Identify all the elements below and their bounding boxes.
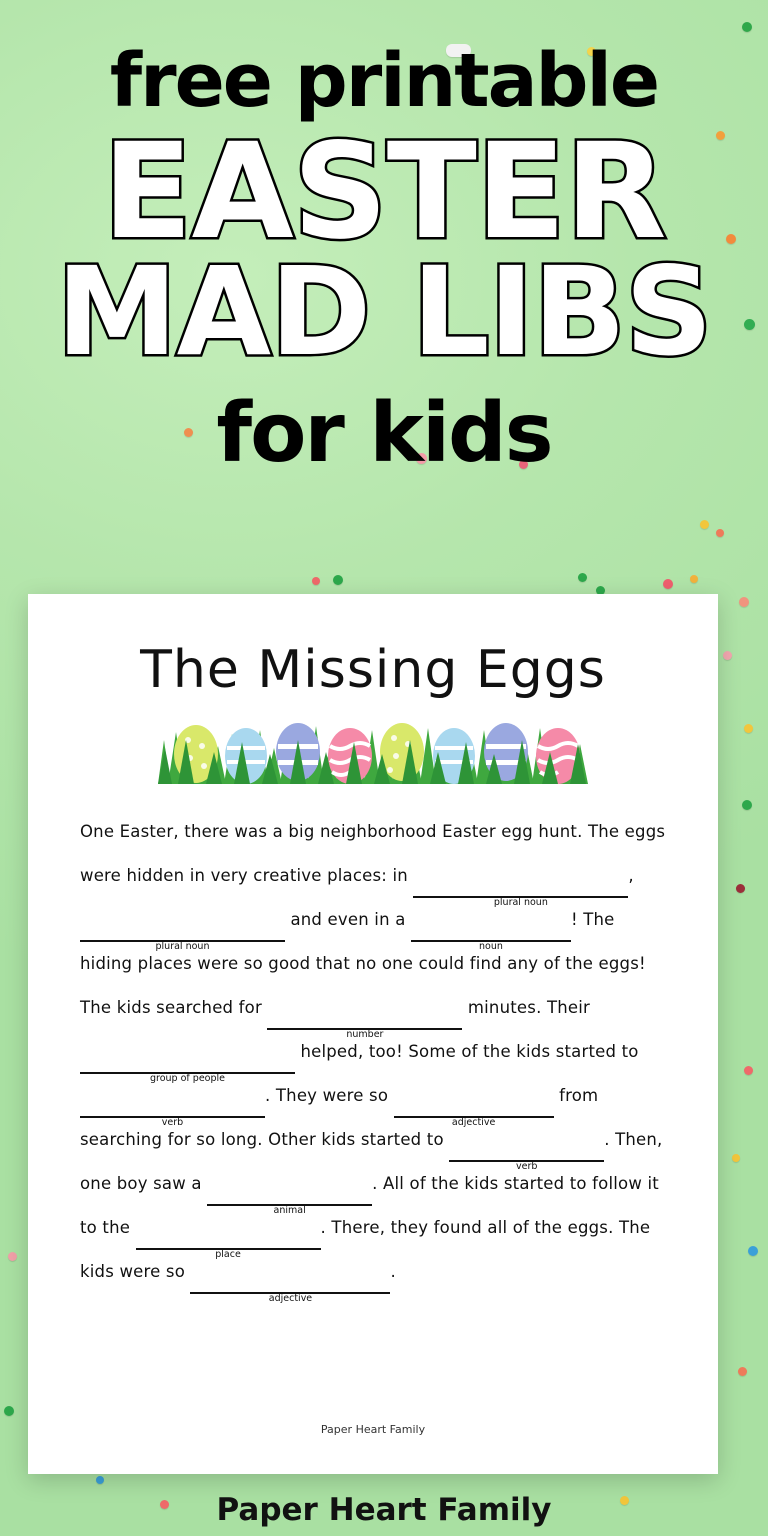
story-text-4: ! The hiding places were so good that no one could find any of the eggs! The kids searched for bbox=[80, 910, 646, 1017]
story-text-3: and even in a bbox=[290, 910, 406, 929]
hint-group-of-people: group of people bbox=[150, 1073, 225, 1084]
confetti-dot bbox=[739, 597, 749, 607]
headline bbox=[0, 38, 768, 481]
confetti-dot bbox=[4, 1406, 14, 1416]
story-text-8: from searching for so long. Other kids started to bbox=[80, 1086, 599, 1149]
hint-plural-noun-1: plural noun bbox=[493, 897, 548, 908]
story-text-5: minutes. Their bbox=[467, 998, 591, 1017]
hint-animal: animal bbox=[273, 1205, 306, 1216]
worksheet-title: The Missing Eggs bbox=[140, 640, 606, 700]
confetti-dot bbox=[700, 520, 709, 529]
story-text-1: One Easter, there was a big neighborhood Easter egg hunt. The eggs were hidden in very creative places: in bbox=[80, 822, 666, 885]
printable-worksheet bbox=[28, 594, 718, 1474]
story-text-10: . All of the kids started to follow it to the bbox=[80, 1174, 659, 1237]
story-text-11: . There, they found all of the eggs. The kids were so bbox=[80, 1218, 651, 1281]
madlibs-story bbox=[80, 810, 666, 1304]
blank-adjective-2[interactable] bbox=[190, 1274, 390, 1304]
hint-noun: noun bbox=[479, 941, 503, 952]
story-text-2: , bbox=[628, 866, 634, 885]
hint-place: place bbox=[215, 1249, 241, 1260]
story-text-6: helped, too! Some of the kids started to bbox=[300, 1042, 639, 1061]
hint-number: number bbox=[346, 1029, 384, 1040]
confetti-dot bbox=[748, 1246, 758, 1256]
hint-verb-2: verb bbox=[516, 1161, 538, 1172]
confetti-dot bbox=[738, 1367, 747, 1376]
confetti-dot bbox=[723, 651, 732, 660]
blank-place[interactable] bbox=[136, 1230, 321, 1260]
hint-adjective-1: adjective bbox=[451, 1117, 496, 1128]
confetti-dot bbox=[742, 800, 752, 810]
confetti-dot bbox=[736, 884, 745, 893]
confetti-dot bbox=[663, 579, 673, 589]
confetti-dot bbox=[744, 1066, 753, 1075]
blank-number[interactable] bbox=[267, 1010, 462, 1040]
blank-plural-noun-1[interactable] bbox=[413, 878, 628, 908]
confetti-dot bbox=[732, 1154, 740, 1162]
story-text-7: . They were so bbox=[265, 1086, 389, 1105]
confetti-dot bbox=[312, 577, 320, 585]
confetti-dot bbox=[690, 575, 698, 583]
confetti-dot bbox=[716, 529, 724, 537]
confetti-dot bbox=[8, 1252, 17, 1261]
blank-animal[interactable] bbox=[207, 1186, 372, 1216]
blank-verb-2[interactable] bbox=[449, 1142, 604, 1172]
confetti-dot bbox=[742, 22, 752, 32]
headline-line-forkids: for kids bbox=[216, 385, 552, 481]
hint-adjective-2: adjective bbox=[268, 1293, 313, 1304]
hint-verb-1: verb bbox=[161, 1117, 184, 1128]
brand-label: Paper Heart Family bbox=[216, 1492, 552, 1528]
blank-plural-noun-2[interactable] bbox=[80, 922, 285, 952]
headline-line-free: free printable bbox=[109, 38, 659, 124]
blank-group-of-people[interactable] bbox=[80, 1054, 295, 1084]
confetti-dot bbox=[333, 575, 343, 585]
easter-eggs-grass-illustration bbox=[158, 714, 588, 784]
confetti-dot bbox=[744, 724, 753, 733]
worksheet-footer-credit: Paper Heart Family bbox=[320, 1423, 426, 1436]
confetti-dot bbox=[578, 573, 587, 582]
story-text-12: . bbox=[390, 1262, 396, 1281]
blank-noun[interactable] bbox=[411, 922, 571, 952]
blank-verb-1[interactable] bbox=[80, 1098, 265, 1128]
hint-plural-noun-2: plural noun bbox=[155, 941, 210, 952]
story-text-9: . Then, one boy saw a bbox=[80, 1130, 663, 1193]
blank-adjective-1[interactable] bbox=[394, 1098, 554, 1128]
headline-line-madlibs: MAD LIBS bbox=[56, 240, 712, 383]
headline-line-easter: EASTER bbox=[102, 115, 666, 270]
confetti-dot bbox=[96, 1476, 104, 1484]
